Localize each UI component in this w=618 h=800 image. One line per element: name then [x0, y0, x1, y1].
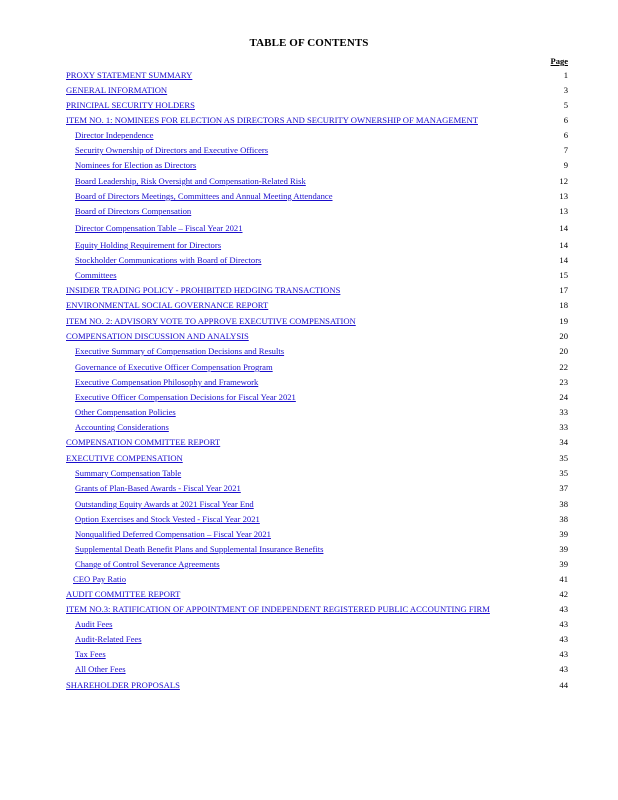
- toc-entry: [0, 498, 618, 511]
- toc-link[interactable]: Change of Control Severance Agreements: [75, 559, 220, 569]
- toc-entry: [0, 144, 618, 157]
- toc-page-number: 5: [563, 100, 568, 110]
- toc-link[interactable]: CEO Pay Ratio: [73, 574, 126, 584]
- toc-page-number: 6: [563, 130, 568, 140]
- toc-entry: [0, 633, 618, 646]
- toc-page-number: 14: [559, 240, 568, 250]
- toc-entry: [0, 679, 618, 692]
- toc-page-number: 41: [559, 574, 568, 584]
- toc-link[interactable]: AUDIT COMMITTEE REPORT: [66, 589, 181, 599]
- toc-entry: [0, 222, 618, 235]
- toc-page-number: 43: [559, 664, 568, 674]
- toc-entry: [0, 452, 618, 465]
- toc-link[interactable]: Director Compensation Table – Fiscal Year 2021: [75, 223, 243, 233]
- toc-entry: [0, 114, 618, 127]
- toc-link[interactable]: Grants of Plan-Based Awards - Fiscal Year 2021: [75, 483, 241, 493]
- toc-link[interactable]: Executive Officer Compensation Decisions for Fiscal Year 2021: [75, 392, 296, 402]
- toc-page-number: 9: [563, 160, 568, 170]
- toc-entry: [0, 361, 618, 374]
- toc-entry: [0, 663, 618, 676]
- toc-link[interactable]: ENVIRONMENTAL SOCIAL GOVERNANCE REPORT: [66, 300, 269, 310]
- toc-link[interactable]: Equity Holding Requirement for Directors: [75, 240, 222, 250]
- toc-link[interactable]: Tax Fees: [75, 649, 106, 659]
- toc-page-number: 39: [559, 529, 568, 539]
- toc-entry: [0, 558, 618, 571]
- toc-page-number: 38: [559, 514, 568, 524]
- toc-page-number: 20: [559, 346, 568, 356]
- toc-entry: [0, 345, 618, 358]
- toc-page-number: 14: [559, 223, 568, 233]
- toc-page-number: 39: [559, 544, 568, 554]
- toc-page-number: 35: [559, 468, 568, 478]
- toc-link[interactable]: ITEM NO. 2: ADVISORY VOTE TO APPROVE EXECUTIVE COMPENSATION: [66, 316, 356, 326]
- toc-entry: [0, 330, 618, 343]
- toc-link[interactable]: Option Exercises and Stock Vested - Fiscal Year 2021: [75, 514, 260, 524]
- toc-link[interactable]: Committees: [75, 270, 117, 280]
- toc-link[interactable]: Board of Directors Compensation: [75, 206, 192, 216]
- toc-entry: [0, 284, 618, 297]
- toc-page-number: 20: [559, 331, 568, 341]
- toc-link[interactable]: Audit Fees: [75, 619, 113, 629]
- toc-link[interactable]: PROXY STATEMENT SUMMARY: [66, 70, 193, 80]
- toc-entry: [0, 239, 618, 252]
- toc-page-number: 43: [559, 604, 568, 614]
- toc-page-number: 33: [559, 422, 568, 432]
- toc-link[interactable]: Executive Summary of Compensation Decisions and Results: [75, 346, 285, 356]
- toc-page-number: 18: [559, 300, 568, 310]
- toc-entry: [0, 543, 618, 556]
- toc-entry: [0, 69, 618, 82]
- toc-entry: [0, 588, 618, 601]
- toc-page-number: 12: [559, 176, 568, 186]
- toc-entry: [0, 129, 618, 142]
- toc-entry: [0, 205, 618, 218]
- toc-entry: [0, 376, 618, 389]
- toc-link[interactable]: ITEM NO.3: RATIFICATION OF APPOINTMENT OF INDEPENDENT REGISTERED PUBLIC ACCOUNTING FIRM: [66, 604, 490, 614]
- toc-page-number: 43: [559, 619, 568, 629]
- toc-link[interactable]: All Other Fees: [75, 664, 126, 674]
- toc-link[interactable]: Nominees for Election as Directors: [75, 160, 197, 170]
- toc-page-number: 39: [559, 559, 568, 569]
- toc-page-number: 22: [559, 362, 568, 372]
- toc-entry: [0, 648, 618, 661]
- toc-entry: [0, 618, 618, 631]
- toc-page-number: 7: [563, 145, 568, 155]
- toc-link[interactable]: Nonqualified Deferred Compensation – Fiscal Year 2021: [75, 529, 271, 539]
- toc-page-number: 13: [559, 191, 568, 201]
- toc-entry: [0, 391, 618, 404]
- toc-entry: [0, 190, 618, 203]
- toc-entry: [0, 269, 618, 282]
- toc-link[interactable]: Supplemental Death Benefit Plans and Supplemental Insurance Benefits: [75, 544, 324, 554]
- toc-entry: [0, 84, 618, 97]
- toc-link[interactable]: GENERAL INFORMATION: [66, 85, 168, 95]
- toc-link[interactable]: Executive Compensation Philosophy and Framework: [75, 377, 259, 387]
- toc-page-number: 19: [559, 316, 568, 326]
- toc-link[interactable]: Governance of Executive Officer Compensation Program: [75, 362, 273, 372]
- toc-link[interactable]: Board Leadership, Risk Oversight and Compensation-Related Risk: [75, 176, 306, 186]
- toc-page-number: 23: [559, 377, 568, 387]
- toc-page-number: 37: [559, 483, 568, 493]
- toc-entry: [0, 421, 618, 434]
- toc-link[interactable]: Summary Compensation Table: [75, 468, 182, 478]
- toc-page-number: 14: [559, 255, 568, 265]
- toc-entry: [0, 467, 618, 480]
- toc-page-number: 17: [559, 285, 568, 295]
- toc-page-number: 34: [559, 437, 568, 447]
- toc-page-number: 33: [559, 407, 568, 417]
- toc-page-number: 38: [559, 499, 568, 509]
- toc-link[interactable]: Security Ownership of Directors and Executive Officers: [75, 145, 269, 155]
- toc-entry: [0, 482, 618, 495]
- toc-entry: [0, 254, 618, 267]
- toc-entry: [0, 528, 618, 541]
- toc-page-number: 44: [559, 680, 568, 690]
- toc-link[interactable]: PRINCIPAL SECURITY HOLDERS: [66, 100, 195, 110]
- toc-page-number: 24: [559, 392, 568, 402]
- toc-entry: [0, 299, 618, 312]
- toc-link[interactable]: Accounting Considerations: [75, 422, 169, 432]
- toc-page-number: 13: [559, 206, 568, 216]
- toc-page-number: 15: [559, 270, 568, 280]
- toc-entry: [0, 315, 618, 328]
- toc-entry: [0, 603, 618, 616]
- toc-link[interactable]: INSIDER TRADING POLICY - PROHIBITED HEDGING TRANSACTIONS: [66, 285, 341, 295]
- toc-page-number: 42: [559, 589, 568, 599]
- toc-entry: [0, 175, 618, 188]
- toc-entry: [0, 99, 618, 112]
- toc-page-number: 35: [559, 453, 568, 463]
- toc-link[interactable]: COMPENSATION DISCUSSION AND ANALYSIS: [66, 331, 249, 341]
- toc-link[interactable]: Director Independence: [75, 130, 154, 140]
- toc-page-number: 6: [563, 115, 568, 125]
- toc-page-number: 43: [559, 634, 568, 644]
- toc-entry: [0, 406, 618, 419]
- toc-link[interactable]: SHAREHOLDER PROPOSALS: [66, 680, 180, 690]
- toc-link[interactable]: Other Compensation Policies: [75, 407, 176, 417]
- toc-link[interactable]: COMPENSATION COMMITTEE REPORT: [66, 437, 221, 447]
- toc-page-number: 3: [563, 85, 568, 95]
- toc-link[interactable]: Board of Directors Meetings, Committees and Annual Meeting Attendance: [75, 191, 333, 201]
- toc-entry: [0, 573, 618, 586]
- toc-link[interactable]: Audit-Related Fees: [75, 634, 142, 644]
- toc-link[interactable]: Outstanding Equity Awards at 2021 Fiscal Year End: [75, 499, 254, 509]
- toc-entry: [0, 513, 618, 526]
- page-column-header: Page: [550, 56, 568, 66]
- toc-entry: [0, 436, 618, 449]
- toc-link[interactable]: EXECUTIVE COMPENSATION: [66, 453, 183, 463]
- toc-page-number: 1: [563, 70, 568, 80]
- toc-link[interactable]: Stockholder Communications with Board of Directors: [75, 255, 262, 265]
- toc-page-number: 43: [559, 649, 568, 659]
- document-title: TABLE OF CONTENTS: [249, 37, 369, 49]
- toc-entry: [0, 159, 618, 172]
- toc-link[interactable]: ITEM NO. 1: NOMINEES FOR ELECTION AS DIRECTORS AND SECURITY OWNERSHIP OF MANAGEMENT: [66, 115, 478, 125]
